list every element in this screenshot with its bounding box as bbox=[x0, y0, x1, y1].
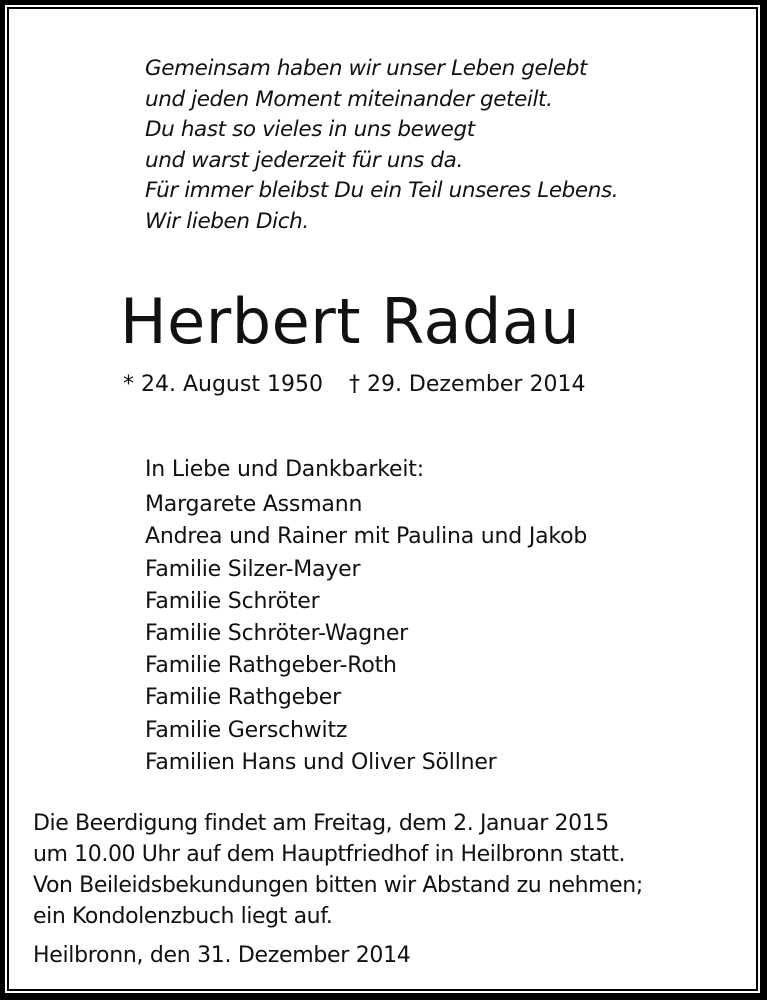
funeral-notice bbox=[33, 808, 643, 932]
poem-line: und jeden Moment miteinander geteilt. bbox=[145, 86, 553, 112]
mourner: Familie Schröter bbox=[145, 588, 320, 614]
mourner: Familie Rathgeber bbox=[145, 685, 341, 711]
notice-line: um 10.00 Uhr auf dem Hauptfriedhof in Heilbronn statt. bbox=[33, 842, 626, 867]
poem-line: Gemeinsam haben wir unser Leben gelebt bbox=[145, 56, 588, 81]
mourner: Familie Silzer-Mayer bbox=[145, 556, 361, 582]
mourner: Andrea und Rainer mit Paulina und Jakob bbox=[145, 524, 588, 550]
place-and-date: Heilbronn, den 31. Dezember 2014 bbox=[33, 943, 411, 968]
mourner: Familie Rathgeber-Roth bbox=[145, 653, 397, 679]
poem-line: Wir lieben Dich. bbox=[145, 208, 309, 234]
poem bbox=[145, 54, 618, 237]
notice-line: Die Beerdigung findet am Freitag, dem 2. Januar 2015 bbox=[33, 811, 609, 836]
mourner: Familien Hans und Oliver Söllner bbox=[145, 749, 497, 775]
mourner: Margarete Assmann bbox=[145, 492, 363, 518]
birth-date: * 24. August 1950 bbox=[123, 372, 323, 397]
mourners-list bbox=[145, 454, 587, 779]
deceased-name: Herbert Radau bbox=[120, 285, 581, 358]
notice-line: ein Kondolenzbuch liegt auf. bbox=[33, 904, 333, 929]
mourner: Familie Gerschwitz bbox=[145, 717, 348, 743]
poem-line: und warst jederzeit für uns da. bbox=[145, 147, 463, 173]
poem-line: Du hast so vieles in uns bewegt bbox=[145, 117, 475, 142]
poem-line: Für immer bleibst Du ein Teil unseres Lebens. bbox=[145, 178, 619, 203]
mourner: Familie Schröter-Wagner bbox=[145, 621, 408, 647]
notice-line: Von Beileidsbekundungen bitten wir Abstand zu nehmen; bbox=[33, 873, 643, 898]
death-date: † 29. Dezember 2014 bbox=[348, 372, 586, 397]
life-dates bbox=[123, 368, 585, 402]
mourners-intro: In Liebe und Dankbarkeit: bbox=[145, 457, 424, 482]
